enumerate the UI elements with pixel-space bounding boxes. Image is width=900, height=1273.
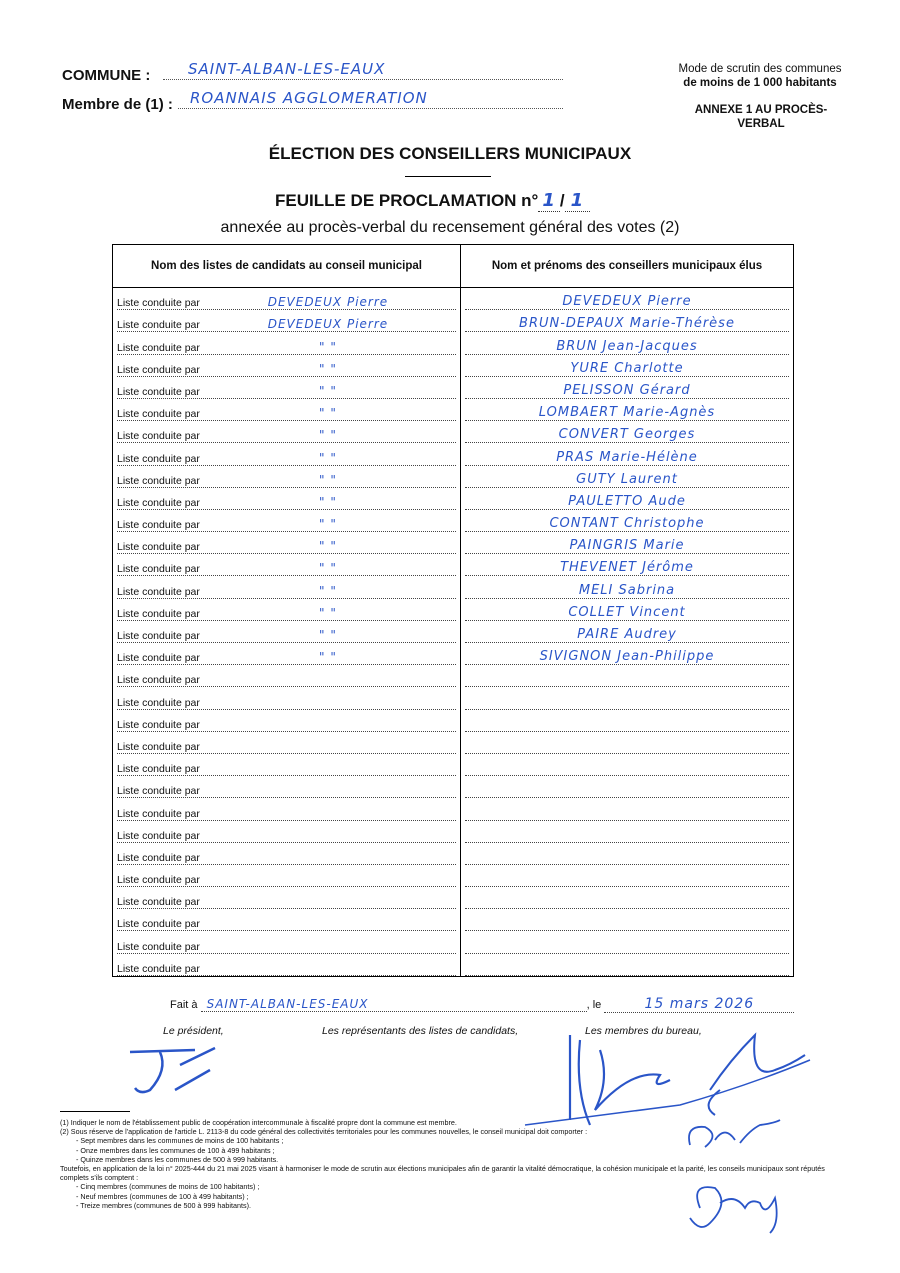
- list-cell: [113, 355, 461, 377]
- row-label: Liste conduite par: [117, 785, 200, 798]
- le-label: , le: [586, 999, 602, 1011]
- elected-cell: [461, 843, 794, 865]
- table-row: [113, 687, 794, 709]
- row-label: Liste conduite par: [117, 940, 200, 953]
- table-row: [113, 732, 794, 754]
- list-leader: " ": [319, 383, 337, 398]
- elected-name: THEVENET Jérôme: [560, 560, 694, 576]
- table-row: [113, 931, 794, 953]
- elected-cell: [461, 532, 794, 554]
- list-cell: [113, 643, 461, 665]
- list-leader: " ": [319, 605, 337, 620]
- table-row: [113, 754, 794, 776]
- page-title: ÉLECTION DES CONSEILLERS MUNICIPAUX: [268, 144, 632, 163]
- list-leader: " ": [319, 361, 337, 376]
- fait-date: 15 mars 2026: [604, 996, 794, 1013]
- col-header-elected: Nom et prénoms des conseillers municipaux élus: [461, 245, 794, 288]
- table-row: [113, 355, 794, 377]
- list-leader: DEVEDEUX Pierre: [267, 317, 389, 332]
- elected-name: SIVIGNON Jean-Philippe: [539, 649, 715, 665]
- mode-line2: de moins de 1 000 habitants: [683, 77, 837, 89]
- elected-cell: [461, 599, 794, 621]
- row-label: Liste conduite par: [117, 430, 200, 443]
- elected-name: GUTY Laurent: [576, 471, 678, 487]
- elected-name: YURE Charlotte: [570, 360, 684, 376]
- elected-name: CONVERT Georges: [558, 427, 696, 443]
- elected-cell: [461, 355, 794, 377]
- elected-cell: [461, 909, 794, 931]
- table-row: [113, 821, 794, 843]
- col-header-lists: Nom des listes de candidats au conseil municipal: [113, 245, 461, 288]
- table-row: [113, 710, 794, 732]
- list-cell: [113, 488, 461, 510]
- row-label: Liste conduite par: [117, 563, 200, 576]
- table-row: [113, 843, 794, 865]
- row-label: Liste conduite par: [117, 585, 200, 598]
- list-leader: " ": [319, 650, 337, 665]
- row-label: Liste conduite par: [117, 297, 200, 310]
- elected-name: MÉLI Sabrina: [578, 582, 676, 598]
- elected-name: BRUN-DEPAUX Marie-Thérèse: [519, 316, 735, 332]
- row-label: Liste conduite par: [117, 763, 200, 776]
- footnote-line: - Quinze membres dans les communes de 500 à 999 habitants.: [76, 1154, 279, 1164]
- sheet-title: FEUILLE DE PROCLAMATION n° 1 / 1: [275, 190, 590, 211]
- elected-cell: [461, 377, 794, 399]
- row-label: Liste conduite par: [117, 408, 200, 421]
- row-label: Liste conduite par: [117, 319, 200, 332]
- row-label: Liste conduite par: [117, 829, 200, 842]
- fait-label: Fait à: [170, 999, 198, 1011]
- list-leader: DEVEDEUX Pierre: [267, 295, 389, 310]
- list-leader: " ": [319, 339, 337, 354]
- table-row: [113, 532, 794, 554]
- elected-cell: [461, 776, 794, 798]
- list-leader: " ": [319, 517, 337, 532]
- annexe-label: ANNEXE 1 AU PROCÈS-VERBAL: [694, 104, 828, 130]
- elected-cell: [461, 931, 794, 953]
- elected-cell: [461, 798, 794, 820]
- commune-label: COMMUNE :: [62, 67, 151, 84]
- table-row: [113, 510, 794, 532]
- elected-cell: [461, 466, 794, 488]
- table-row: [113, 643, 794, 665]
- list-cell: [113, 665, 461, 687]
- subtitle: annexée au procès-verbal du recensement général des votes (2): [220, 219, 680, 236]
- list-cell: [113, 421, 461, 443]
- row-label: Liste conduite par: [117, 652, 200, 665]
- list-cell: [113, 443, 461, 465]
- table-row: [113, 466, 794, 488]
- elected-name: PAIRE Audrey: [577, 627, 677, 642]
- list-cell: [113, 576, 461, 598]
- list-cell: [113, 710, 461, 732]
- row-label: Liste conduite par: [117, 874, 200, 887]
- elected-cell: [461, 488, 794, 510]
- elected-cell: [461, 865, 794, 887]
- row-label: Liste conduite par: [117, 630, 200, 642]
- footnote-line: - Cinq membres (communes de moins de 100 habitants) ;: [76, 1182, 260, 1192]
- representants-label: Les représentants des listes de candidats,: [322, 1025, 519, 1037]
- elected-cell: [461, 510, 794, 532]
- list-leader: " ": [319, 428, 337, 443]
- row-label: Liste conduite par: [117, 851, 200, 864]
- elected-name: PELISSON Gérard: [563, 382, 691, 398]
- elected-cell: [461, 710, 794, 732]
- president-signature: [120, 1040, 240, 1100]
- list-cell: [113, 798, 461, 820]
- elected-cell: [461, 687, 794, 709]
- mode-scrutin: [660, 62, 860, 90]
- footnote-line: Toutefois, en application de la loi n° 2025-444 du 21 mai 2025 visant à harmoniser le mode de scrutin aux élections municipales afin de garantir la vitalité démocratique, la cohésion municipale et la parité, les conseils municipaux sont réputés complets s'ils comptent :: [60, 1164, 825, 1183]
- elected-cell: [461, 576, 794, 598]
- footnotes: [60, 1118, 830, 1210]
- row-label: Liste conduite par: [117, 385, 200, 398]
- elected-cell: [461, 665, 794, 687]
- row-label: Liste conduite par: [117, 962, 200, 975]
- row-label: Liste conduite par: [117, 341, 200, 354]
- table-row: [113, 288, 794, 311]
- list-cell: [113, 621, 461, 643]
- list-cell: [113, 466, 461, 488]
- table-row: [113, 887, 794, 909]
- list-cell: [113, 288, 461, 311]
- row-label: Liste conduite par: [117, 674, 200, 687]
- elected-cell: [461, 332, 794, 354]
- row-label: Liste conduite par: [117, 519, 200, 532]
- table-row: [113, 310, 794, 332]
- list-cell: [113, 687, 461, 709]
- footnote-divider: [60, 1111, 130, 1112]
- table-row: [113, 776, 794, 798]
- footnote-line: - Treize membres (communes de 500 à 999 habitants).: [76, 1200, 251, 1210]
- list-leader: " ": [319, 472, 337, 487]
- list-cell: [113, 554, 461, 576]
- row-label: Liste conduite par: [117, 807, 200, 820]
- table-row: [113, 576, 794, 598]
- elected-name: LOMBAERT Marie-Agnès: [538, 405, 716, 421]
- fait-line: [170, 996, 794, 1013]
- row-label: Liste conduite par: [117, 607, 200, 620]
- bureau-label: Les membres du bureau,: [585, 1025, 702, 1037]
- table-row: [113, 443, 794, 465]
- elected-cell: [461, 288, 794, 311]
- commune-value: SAINT-ALBAN-LES-EAUX: [163, 60, 563, 80]
- elected-cell: [461, 754, 794, 776]
- sheet-number: 1: [538, 190, 560, 212]
- list-leader: " ": [319, 494, 337, 509]
- table-row: [113, 865, 794, 887]
- table-row: [113, 377, 794, 399]
- table-row: [113, 599, 794, 621]
- row-label: Liste conduite par: [117, 452, 200, 465]
- elected-name: BRUN Jean-Jacques: [556, 338, 698, 354]
- list-cell: [113, 332, 461, 354]
- row-label: Liste conduite par: [117, 474, 200, 487]
- membre-label: Membre de (1) :: [62, 96, 173, 113]
- elected-cell: [461, 732, 794, 754]
- elected-cell: [461, 399, 794, 421]
- list-cell: [113, 754, 461, 776]
- elected-cell: [461, 643, 794, 665]
- elected-name: COLLET Vincent: [568, 604, 686, 620]
- elected-cell: [461, 621, 794, 643]
- list-cell: [113, 776, 461, 798]
- list-leader: " ": [319, 628, 337, 642]
- sheet-label: FEUILLE DE PROCLAMATION n°: [275, 191, 539, 210]
- elected-name: CONTANT Christophe: [549, 516, 705, 532]
- list-leader: " ": [319, 406, 337, 421]
- sheet-total: 1: [565, 190, 591, 212]
- president-label: Le président,: [163, 1025, 224, 1037]
- list-cell: [113, 599, 461, 621]
- footnote-line: (1) Indiquer le nom de l'établissement public de coopération intercommunale à fiscalité propre dont la commune est membre.: [60, 1118, 457, 1127]
- list-cell: [113, 399, 461, 421]
- list-cell: [113, 909, 461, 931]
- table-row: [113, 554, 794, 576]
- elected-name: PAINGRIS Marie: [569, 538, 685, 554]
- row-label: Liste conduite par: [117, 541, 200, 554]
- list-cell: [113, 843, 461, 865]
- elected-cell: [461, 443, 794, 465]
- table-row: [113, 954, 794, 977]
- row-label: Liste conduite par: [117, 363, 200, 376]
- list-cell: [113, 887, 461, 909]
- list-cell: [113, 821, 461, 843]
- list-leader: " ": [319, 561, 337, 576]
- elected-cell: [461, 554, 794, 576]
- list-leader: " ": [319, 450, 337, 465]
- list-cell: [113, 377, 461, 399]
- list-leader: " ": [319, 539, 337, 554]
- table-row: [113, 798, 794, 820]
- footnote-line: - Sept membres dans les communes de moins de 100 habitants ;: [76, 1136, 284, 1146]
- footnote-line: - Onze membres dans les communes de 100 à 499 habitants ;: [76, 1145, 275, 1155]
- list-cell: [113, 510, 461, 532]
- list-leader: " ": [319, 583, 337, 598]
- elected-cell: [461, 821, 794, 843]
- table-row: [113, 665, 794, 687]
- mode-line1: Mode de scrutin des communes: [678, 63, 842, 75]
- list-cell: [113, 310, 461, 332]
- membre-value: ROANNAIS AGGLOMERATION: [178, 89, 563, 109]
- row-label: Liste conduite par: [117, 696, 200, 709]
- elected-cell: [461, 310, 794, 332]
- elected-cell: [461, 421, 794, 443]
- list-cell: [113, 732, 461, 754]
- elected-name: PAULETTO Aude: [568, 493, 686, 509]
- table-row: [113, 621, 794, 643]
- fait-place: SAINT-ALBAN-LES-EAUX: [201, 997, 587, 1012]
- table-row: [113, 488, 794, 510]
- table-row: [113, 332, 794, 354]
- row-label: Liste conduite par: [117, 718, 200, 731]
- title-divider: [405, 176, 491, 177]
- proclamation-table: [112, 244, 794, 977]
- row-label: Liste conduite par: [117, 496, 200, 509]
- table-row: [113, 909, 794, 931]
- elected-name: DEVEDEUX Pierre: [562, 294, 692, 310]
- elected-name: PRAS Marie-Hélène: [556, 449, 698, 465]
- elected-cell: [461, 954, 794, 977]
- table-row: [113, 421, 794, 443]
- list-cell: [113, 954, 461, 977]
- footnote-line: (2) Sous réserve de l'application de l'article L. 2113-8 du code général des collectivités territoriales pour les communes nouvelles, le conseil municipal doit comporter :: [60, 1127, 588, 1137]
- row-label: Liste conduite par: [117, 918, 200, 931]
- row-label: Liste conduite par: [117, 896, 200, 909]
- table-row: [113, 399, 794, 421]
- list-cell: [113, 865, 461, 887]
- footnote-line: - Neuf membres (communes de 100 à 499 habitants) ;: [76, 1191, 249, 1201]
- list-cell: [113, 532, 461, 554]
- list-cell: [113, 931, 461, 953]
- elected-cell: [461, 887, 794, 909]
- row-label: Liste conduite par: [117, 740, 200, 753]
